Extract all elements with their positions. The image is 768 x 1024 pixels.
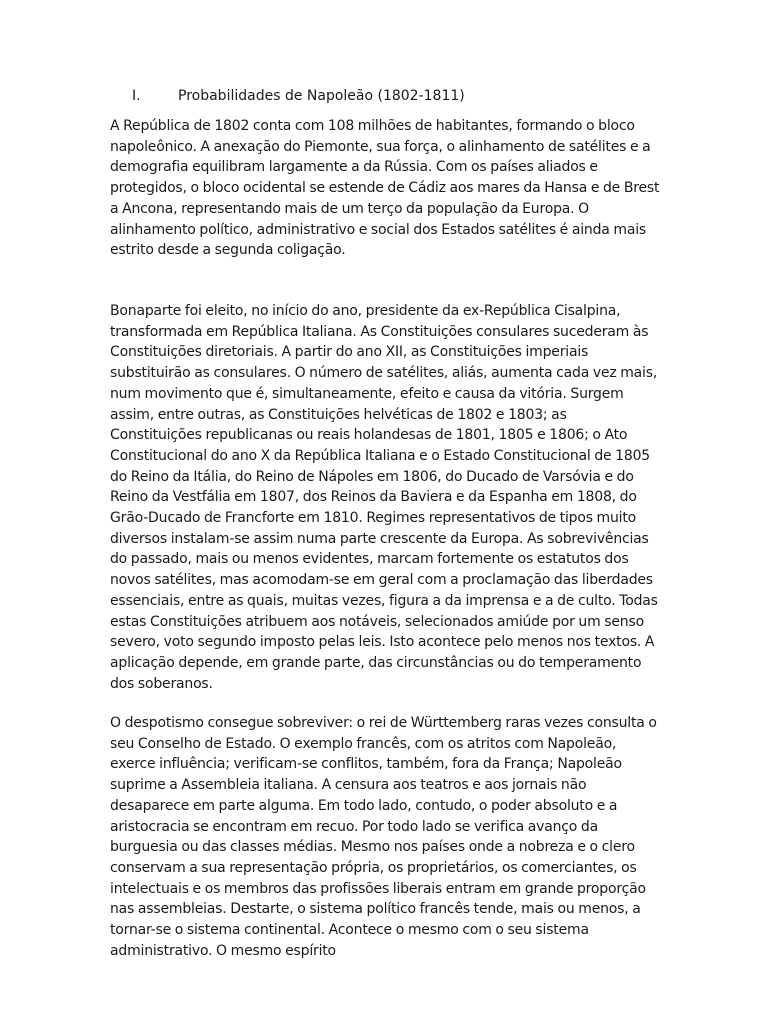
- paragraph-2: Bonaparte foi eleito, no início do ano, presidente da ex-República Cisalpina, transformada em República Italiana. As Constituições consulares sucederam às Constituições diretoriais. A partir do ano XII, as Constituições imperiais substituirão as consulares. O número de satélites, aliás, aumenta cada vez mais, num movimento que é, simultaneamente, efeito e causa da vitória. Surgem assim, entre outras, as Constituições helvéticas de 1802 e 1803; as Constituições republicanas ou reais holandesas de 1801, 1805 e 1806; o Ato Constitucional do ano X da República Italiana e o Estado Constitucional de 1805 do Reino da Itália, do Reino de Nápoles em 1806, do Ducado de Varsóvia e do Reino da Vestfália em 1807, dos Reinos da Baviera e da Espanha em 1808, do Grão-Ducado de Francforte em 1810. Regimes representativos de tipos muito diversos instalam-se assim numa parte crescente da Europa. As sobrevivências do passado, mais ou menos evidentes, marcam fortemente os estatutos dos novos satélites, mas acomodam-se em geral com a proclamação das liberdades essenciais, entre as quais, muitas vezes, figura a da imprensa e a de culto. Todas estas Constituições atribuem aos notáveis, selecionados amiúde por um senso severo, voto segundo imposto pelas leis. Isto acontece pelo menos nos textos. A aplicação depende, em grande parte, das circunstâncias ou do temperamento dos soberanos.: [110, 303, 658, 692]
- section-number: I.: [132, 88, 141, 104]
- paragraph-1: A República de 1802 conta com 108 milhões de habitantes, formando o bloco napoleônico. A anexação do Piemonte, sua força, o alinhamento de satélites e a demografia equilibram largamente a da Rússia. Com os países aliados e protegidos, o bloco ocidental se estende de Cádiz aos mares da Hansa e de Brest a Ancona, representando mais de um terço da população da Europa. O alinhamento político, administrativo e social dos Estados satélites é ainda mais estrito desde a segunda coligação.: [110, 118, 660, 259]
- paragraph-3: O despotismo consegue sobreviver: o rei de Württemberg raras vezes consulta o seu Conselho de Estado. O exemplo francês, com os atritos com Napoleão, exerce influência; verificam-se conflitos, também, fora da França; Napoleão suprime a Assembleia italiana. A censura aos teatros e aos jornais não desaparece em parte alguma. Em todo lado, contudo, o poder absoluto e a aristocracia se encontram em recuo. Por todo lado se verifica avanço da burguesia ou das classes médias. Mesmo nos países onde a nobreza e o clero conservam a sua representação própria, os proprietários, os comerciantes, os intelectuais e os membros das profissões liberais entram em grande proporção nas assembleias. Destarte, o sistema político francês tende, mais ou menos, a tornar-se o sistema continental. Acontece o mesmo com o seu sistema administrativo. O mesmo espírito: [110, 715, 657, 959]
- section-title: Probabilidades de Napoleão (1802-1811): [178, 88, 465, 104]
- section-heading: [132, 86, 465, 106]
